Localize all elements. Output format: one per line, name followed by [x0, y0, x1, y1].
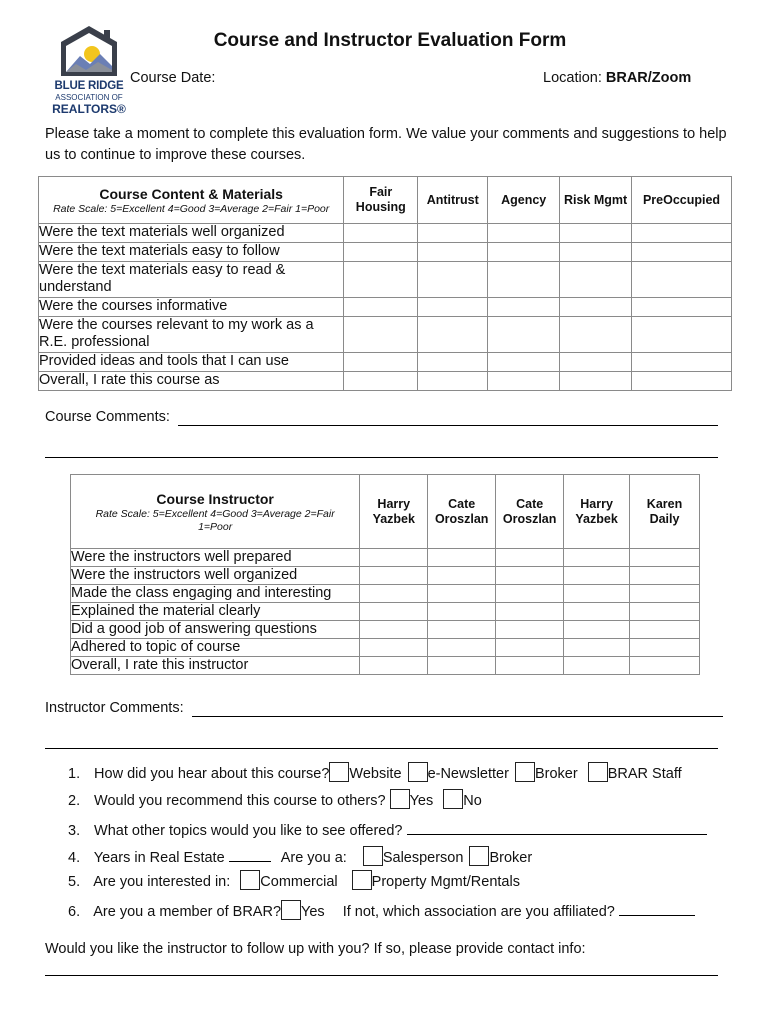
rating-cell[interactable]: [488, 224, 560, 243]
house-mountain-logo-icon: [48, 24, 130, 80]
rating-cell[interactable]: [630, 585, 700, 603]
rating-cell[interactable]: [360, 639, 428, 657]
rating-cell[interactable]: [496, 639, 564, 657]
rating-cell[interactable]: [564, 549, 630, 567]
question-number: 3.: [68, 823, 81, 839]
question-2: [68, 793, 482, 809]
rating-cell[interactable]: [488, 372, 560, 391]
question-number: 4.: [68, 850, 81, 866]
column-header: Fair Housing: [344, 177, 418, 224]
question-number: 5.: [68, 874, 81, 890]
column-header: Antitrust: [418, 177, 488, 224]
rating-cell[interactable]: [344, 353, 418, 372]
rating-cell[interactable]: [496, 567, 564, 585]
question-text-secondary: If not, which association are you affiliated?: [342, 904, 615, 920]
rating-cell[interactable]: [630, 549, 700, 567]
checkbox-brar-staff[interactable]: [588, 762, 608, 782]
rating-cell[interactable]: [418, 372, 488, 391]
rating-cell[interactable]: [418, 224, 488, 243]
rating-cell[interactable]: [360, 603, 428, 621]
rating-cell[interactable]: [428, 639, 496, 657]
rating-cell[interactable]: [428, 567, 496, 585]
checkbox-yes[interactable]: [390, 789, 410, 809]
rating-cell[interactable]: [630, 639, 700, 657]
option-label-broker: Broker: [534, 766, 578, 782]
course-table-title-cell: [39, 177, 344, 224]
column-header: Risk Mgmt: [560, 177, 632, 224]
option-label-commercial: Commercial: [260, 874, 338, 890]
rating-cell[interactable]: [418, 317, 488, 353]
question-label: Were the text materials easy to follow: [39, 243, 344, 262]
instructor-comments-line-1[interactable]: [192, 716, 723, 717]
question-label: Overall, I rate this course as: [39, 372, 344, 391]
instructor-comments-field[interactable]: [45, 700, 184, 716]
rating-cell[interactable]: [488, 243, 560, 262]
other-topics-field[interactable]: [407, 820, 707, 835]
course-table-heading: Course Content & Materials: [99, 186, 283, 202]
rating-cell[interactable]: [360, 621, 428, 639]
brar-logo: [48, 24, 130, 120]
checkbox-broker-role[interactable]: [469, 846, 489, 866]
rating-cell[interactable]: [496, 549, 564, 567]
rating-cell[interactable]: [560, 262, 632, 298]
rating-cell[interactable]: [630, 657, 700, 675]
affiliated-association-field[interactable]: [619, 901, 695, 916]
rating-cell[interactable]: [564, 603, 630, 621]
course-comments-field[interactable]: [45, 409, 170, 425]
question-text-secondary: Are you a:: [280, 850, 347, 866]
question-number: 6.: [68, 904, 81, 920]
question-5: [68, 874, 520, 890]
rating-cell[interactable]: [632, 243, 732, 262]
question-4: [68, 847, 532, 866]
option-label-yes: Yes: [409, 793, 434, 809]
table-row: [39, 224, 732, 243]
option-label-brar-staff: BRAR Staff: [607, 766, 682, 782]
rating-cell[interactable]: [344, 372, 418, 391]
rating-cell[interactable]: [632, 262, 732, 298]
years-in-real-estate-field[interactable]: [229, 847, 271, 862]
rating-cell[interactable]: [418, 243, 488, 262]
course-comments-line-1[interactable]: [178, 425, 718, 426]
rating-cell[interactable]: [564, 657, 630, 675]
option-label-member-yes: Yes: [301, 904, 325, 920]
question-number: 1.: [68, 766, 81, 782]
column-header: Karen Daily: [630, 475, 700, 549]
question-label: Provided ideas and tools that I can use: [39, 353, 344, 372]
rating-cell[interactable]: [560, 298, 632, 317]
rating-cell[interactable]: [428, 657, 496, 675]
checkbox-no[interactable]: [443, 789, 463, 809]
rating-cell[interactable]: [428, 585, 496, 603]
column-header: Cate Oroszlan: [496, 475, 564, 549]
rating-cell[interactable]: [632, 372, 732, 391]
checkbox-commercial[interactable]: [240, 870, 260, 890]
rating-cell[interactable]: [360, 549, 428, 567]
rating-cell[interactable]: [488, 317, 560, 353]
rating-cell[interactable]: [632, 317, 732, 353]
question-label: Overall, I rate this instructor: [71, 657, 360, 675]
column-header: Harry Yazbek: [360, 475, 428, 549]
rating-cell[interactable]: [418, 262, 488, 298]
question-label: Were the instructors well prepared: [71, 549, 360, 567]
question-text: Years in Real Estate: [93, 850, 225, 866]
question-label: Did a good job of answering questions: [71, 621, 360, 639]
rating-cell[interactable]: [360, 567, 428, 585]
checkbox-salesperson[interactable]: [363, 846, 383, 866]
rating-cell[interactable]: [344, 243, 418, 262]
option-label-salesperson: Salesperson: [382, 850, 464, 866]
question-3: [68, 820, 707, 839]
rating-cell[interactable]: [632, 224, 732, 243]
question-label: Adhered to topic of course: [71, 639, 360, 657]
intro-text: Please take a moment to complete this evaluation form. We value your comments and suggestions to help us to continue to improve these courses.: [45, 126, 727, 163]
location-text: Location:: [543, 70, 602, 86]
question-text: Would you recommend this course to others?: [94, 793, 386, 809]
table-row: [71, 657, 700, 675]
table-row: [39, 372, 732, 391]
location-label: [543, 70, 691, 86]
rating-cell[interactable]: [564, 585, 630, 603]
rating-cell[interactable]: [428, 603, 496, 621]
instructor-comments-label: Instructor Comments:: [45, 700, 184, 716]
rating-cell[interactable]: [632, 298, 732, 317]
table-row: [71, 549, 700, 567]
rating-cell[interactable]: [488, 298, 560, 317]
rating-cell[interactable]: [344, 262, 418, 298]
rating-cell[interactable]: [360, 657, 428, 675]
rating-cell[interactable]: [418, 298, 488, 317]
checkbox-broker[interactable]: [515, 762, 535, 782]
option-label-enewsletter: e-Newsletter: [427, 766, 509, 782]
question-6: [68, 901, 695, 920]
rating-cell[interactable]: [630, 603, 700, 621]
table-row: [71, 621, 700, 639]
rating-cell[interactable]: [428, 621, 496, 639]
question-text: Are you a member of BRAR?: [93, 904, 282, 920]
table-row: [39, 317, 732, 353]
rating-cell[interactable]: [560, 243, 632, 262]
rating-cell[interactable]: [560, 372, 632, 391]
question-label: Made the class engaging and interesting: [71, 585, 360, 603]
table-row: [71, 639, 700, 657]
column-header: Cate Oroszlan: [428, 475, 496, 549]
instructor-table-heading: Course Instructor: [156, 491, 274, 507]
rating-cell[interactable]: [564, 567, 630, 585]
question-label: Were the instructors well organized: [71, 567, 360, 585]
rating-cell[interactable]: [564, 639, 630, 657]
table-row: [39, 243, 732, 262]
page-title: Course and Instructor Evaluation Form: [213, 30, 567, 51]
instructor-table: [70, 474, 700, 675]
instructor-table-header-row: [71, 475, 700, 549]
logo-text-realtors: REALTORS®: [52, 102, 126, 116]
instructor-comments-line-2[interactable]: [45, 748, 718, 749]
rating-cell[interactable]: [496, 621, 564, 639]
table-row: [71, 603, 700, 621]
checkbox-website[interactable]: [329, 762, 349, 782]
question-label: Were the text materials easy to read & understand: [39, 262, 344, 298]
question-label: Were the courses relevant to my work as a R.E. professional: [39, 317, 344, 353]
location-value: BRAR/Zoom: [605, 70, 692, 86]
checkbox-enewsletter[interactable]: [408, 762, 428, 782]
rating-cell[interactable]: [360, 585, 428, 603]
course-content-table: [38, 176, 732, 391]
rating-cell[interactable]: [496, 603, 564, 621]
question-text: How did you hear about this course?: [94, 766, 330, 782]
column-header: Harry Yazbek: [564, 475, 630, 549]
course-date-label: [130, 70, 215, 86]
option-label-no: No: [463, 793, 482, 809]
rating-cell[interactable]: [344, 298, 418, 317]
rating-cell[interactable]: [564, 621, 630, 639]
course-table-scale: Rate Scale: 5=Excellent 4=Good 3=Average 2=Fair 1=Poor: [53, 203, 330, 215]
logo-text-association: ASSOCIATION OF: [55, 93, 123, 102]
followup-text: Would you like the instructor to follow up with you? If so, please provide contact info:: [45, 941, 586, 957]
logo-text-blue-ridge: BLUE RIDGE: [54, 80, 124, 92]
table-row: [39, 353, 732, 372]
table-row: [39, 262, 732, 298]
checkbox-member-yes[interactable]: [281, 900, 301, 920]
rating-cell[interactable]: [560, 317, 632, 353]
followup-contact-line[interactable]: [45, 975, 718, 976]
question-label: Were the text materials well organized: [39, 224, 344, 243]
option-label-property-mgmt: Property Mgmt/Rentals: [371, 874, 520, 890]
rating-cell[interactable]: [632, 353, 732, 372]
table-row: [39, 298, 732, 317]
rating-cell[interactable]: [630, 567, 700, 585]
question-label: Were the courses informative: [39, 298, 344, 317]
question-label: Explained the material clearly: [71, 603, 360, 621]
rating-cell[interactable]: [428, 549, 496, 567]
table-row: [71, 567, 700, 585]
column-header: Agency: [488, 177, 560, 224]
rating-cell[interactable]: [344, 317, 418, 353]
rating-cell[interactable]: [488, 353, 560, 372]
table-row: [71, 585, 700, 603]
rating-cell[interactable]: [488, 262, 560, 298]
instructor-table-title-cell: [71, 475, 360, 549]
question-text: What other topics would you like to see offered?: [94, 823, 403, 839]
rating-cell[interactable]: [496, 657, 564, 675]
course-comments-line-2[interactable]: [45, 457, 718, 458]
rating-cell[interactable]: [630, 621, 700, 639]
rating-cell[interactable]: [560, 353, 632, 372]
course-comments-label: Course Comments:: [45, 409, 170, 425]
column-header: PreOccupied: [632, 177, 732, 224]
rating-cell[interactable]: [496, 585, 564, 603]
question-number: 2.: [68, 793, 81, 809]
option-label-website: Website: [349, 766, 402, 782]
question-text: Are you interested in:: [93, 874, 231, 890]
rating-cell[interactable]: [560, 224, 632, 243]
instructor-table-scale: Rate Scale: 5=Excellent 4=Good 3=Average 2=Fair 1=Poor: [95, 508, 335, 533]
course-date-text: Course Date:: [130, 70, 216, 86]
course-table-header-row: [39, 177, 732, 224]
rating-cell[interactable]: [344, 224, 418, 243]
rating-cell[interactable]: [418, 353, 488, 372]
option-label-broker-role: Broker: [489, 850, 533, 866]
checkbox-property-mgmt[interactable]: [352, 870, 372, 890]
question-1: [68, 766, 682, 782]
